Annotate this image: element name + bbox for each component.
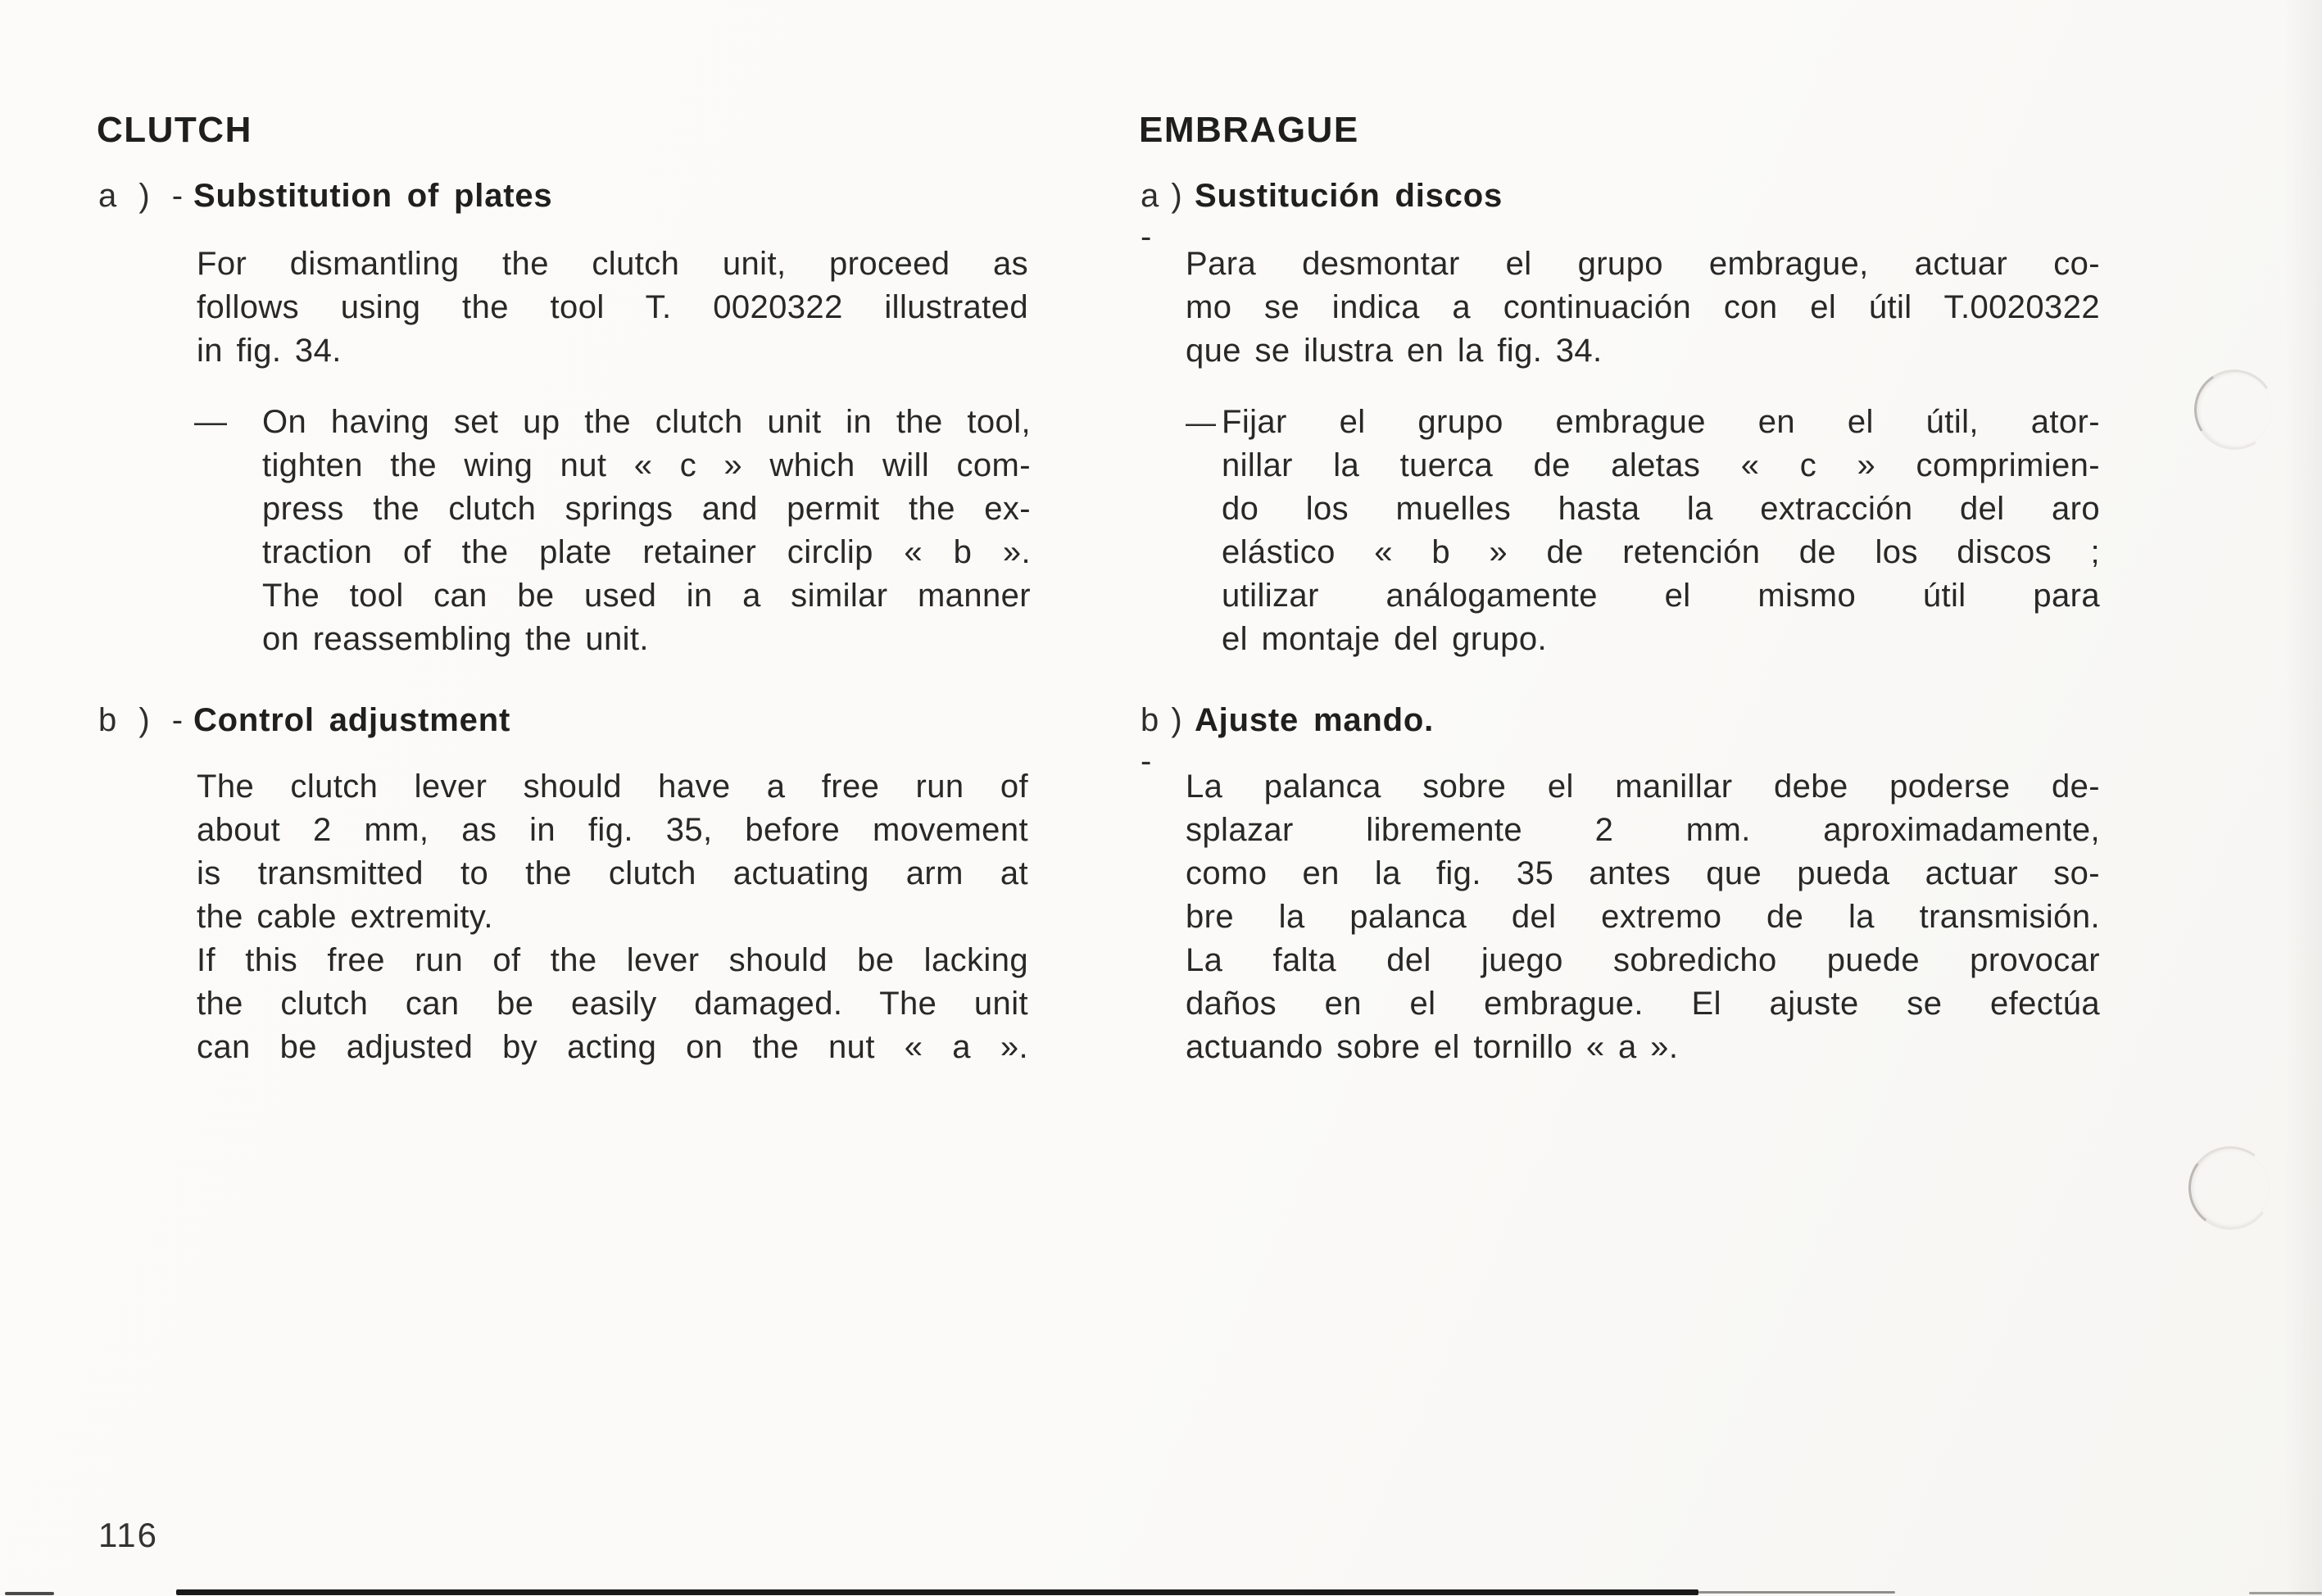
text-line: tighten the wing nut « c » which will com- — [262, 447, 1031, 483]
section-title: Control adjustment — [193, 702, 511, 738]
text-line: Para desmontar el grupo embrague, actuar co- — [1186, 246, 2100, 282]
dash-bullet-item — [1186, 401, 2100, 661]
text-line: For dismantling the clutch unit, proceed as — [197, 246, 1028, 282]
text-line: actuando sobre el tornillo « a ». — [1186, 1029, 1679, 1065]
text-line: mo se indica a continuación con el útil T.0020322 — [1186, 289, 2100, 325]
bullet-paragraph — [262, 401, 1031, 661]
text-line: traction of the plate retainer circlip « b ». — [262, 534, 1031, 570]
scan-edge-mark — [176, 1589, 1698, 1595]
column-heading-english: CLUTCH — [97, 110, 252, 151]
section-marker: b ) - — [1141, 702, 1183, 779]
text-line: el montaje del grupo. — [1222, 621, 1547, 657]
text-line: the cable extremity. — [197, 899, 493, 935]
section-a-heading — [98, 175, 1028, 216]
text-line: bre la palanca del extremo de la transmisión. — [1186, 899, 2100, 935]
section-b-heading — [98, 700, 1028, 741]
text-line: Fijar el grupo embrague en el útil, ator- — [1222, 404, 2100, 440]
text-line: press the clutch springs and permit the ex- — [262, 491, 1031, 527]
bullet-dash: — — [1186, 406, 1216, 439]
text-line: daños en el embrague. El ajuste se efectúa — [1186, 986, 2100, 1022]
section-title: Sustitución discos — [1195, 178, 1503, 214]
section-title: Ajuste mando. — [1195, 702, 1434, 738]
text-line: On having set up the clutch unit in the tool, — [262, 404, 1031, 440]
text-line: do los muelles hasta la extracción del aro — [1222, 491, 2100, 527]
bullet-dash: — — [194, 404, 227, 440]
scan-edge-mark — [5, 1592, 54, 1595]
text-line: in fig. 34. — [197, 333, 342, 369]
scan-edge-shadow — [2284, 0, 2322, 1596]
binding-hole-mark — [2187, 362, 2282, 457]
text-line: nillar la tuerca de aletas « c » comprimien- — [1222, 447, 2100, 483]
section-marker: a ) - — [98, 178, 184, 214]
text-line: If this free run of the lever should be lacking — [197, 942, 1028, 978]
text-line: que se ilustra en la fig. 34. — [1186, 333, 1603, 369]
text-line: elástico « b » de retención de los discos ; — [1222, 534, 2100, 570]
text-line: the clutch can be easily damaged. The unit — [197, 986, 1028, 1022]
intro-paragraph — [1186, 243, 2100, 373]
text-line: splazar libremente 2 mm. aproximadamente, — [1186, 812, 2100, 848]
intro-paragraph — [197, 243, 1028, 373]
text-line: about 2 mm, as in fig. 35, before movement — [197, 812, 1028, 848]
binding-hole-mark — [2183, 1140, 2277, 1235]
text-line: The clutch lever should have a free run of — [197, 769, 1028, 805]
scan-edge-mark — [2249, 1592, 2322, 1594]
text-line: La falta del juego sobredicho puede provocar — [1186, 942, 2100, 978]
text-line: The tool can be used in a similar manner — [262, 578, 1031, 614]
section-marker: a ) - — [1141, 178, 1183, 255]
section-marker: b ) - — [98, 702, 184, 738]
body-paragraph — [197, 765, 1028, 1069]
dash-bullet-item — [194, 401, 1031, 661]
text-line: como en la fig. 35 antes que pueda actuar so- — [1186, 855, 2100, 891]
bullet-paragraph — [1222, 401, 2100, 661]
text-line: on reassembling the unit. — [262, 621, 649, 657]
text-line: is transmitted to the clutch actuating arm at — [197, 855, 1028, 891]
column-heading-spanish: EMBRAGUE — [1139, 110, 1359, 151]
text-line: utilizar análogamente el mismo útil para — [1222, 578, 2100, 614]
body-paragraph — [1186, 765, 2100, 1069]
section-title: Substitution of plates — [193, 178, 553, 214]
text-line: follows using the tool T. 0020322 illustrated — [197, 289, 1028, 325]
scan-edge-mark — [1698, 1591, 1895, 1594]
page-number: 116 — [98, 1516, 158, 1554]
text-line: La palanca sobre el manillar debe poderse de- — [1186, 769, 2100, 805]
text-line: can be adjusted by acting on the nut « a ». — [197, 1029, 1028, 1065]
